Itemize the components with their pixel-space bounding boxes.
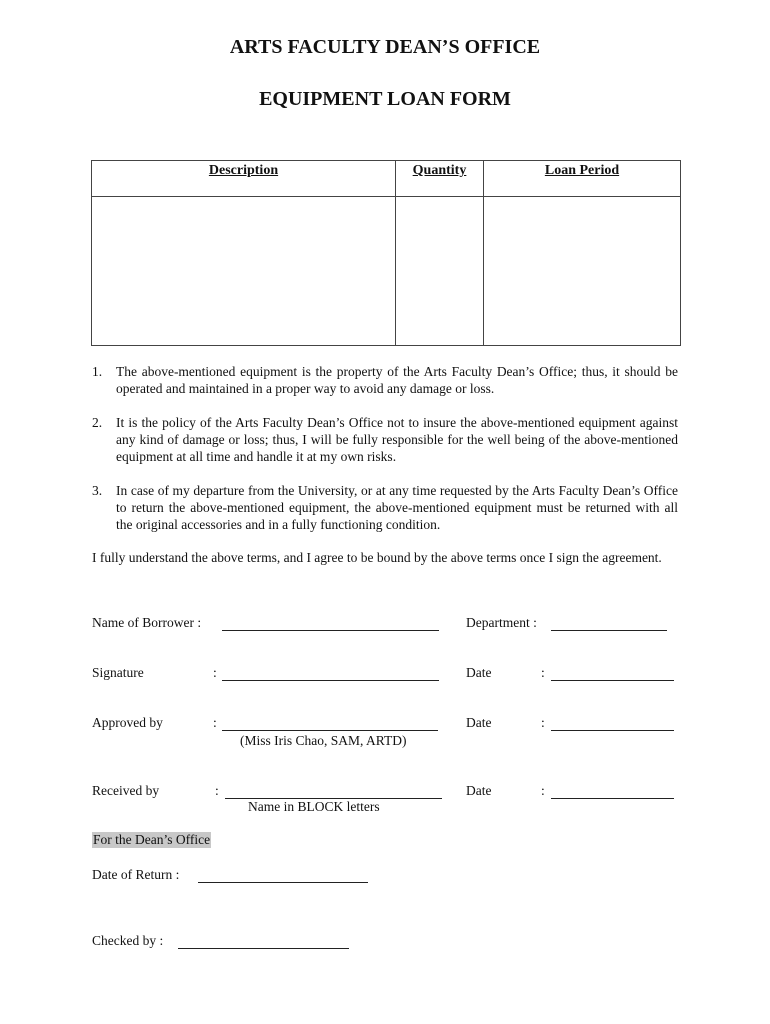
borrower-label: Name of Borrower : xyxy=(92,615,202,630)
received-label: Received by xyxy=(92,783,160,798)
column-header-description: Description xyxy=(92,161,396,197)
department-label: Department : xyxy=(466,615,537,630)
received-by-note: Name in BLOCK letters xyxy=(248,799,380,814)
approved-by-note: (Miss Iris Chao, SAM, ARTD) xyxy=(240,733,407,748)
received-date-field[interactable] xyxy=(551,782,674,799)
date-colon: : xyxy=(541,665,545,680)
checked-by-label: Checked by : xyxy=(92,933,164,948)
return-date-field[interactable] xyxy=(198,866,368,883)
office-title: ARTS FACULTY DEAN’S OFFICE xyxy=(229,36,541,58)
signature-date-field[interactable] xyxy=(551,664,674,681)
received-colon: : xyxy=(215,783,219,798)
checked-by-field[interactable] xyxy=(178,932,349,949)
form-title: EQUIPMENT LOAN FORM xyxy=(259,88,511,110)
approved-label: Approved by xyxy=(92,715,163,730)
borrower-name-field[interactable] xyxy=(222,614,439,631)
term-1 xyxy=(92,363,678,399)
term-number: 3. xyxy=(92,483,103,498)
agreement-statement: I fully understand the above terms, and I agree to be bound by the above terms once I sign the agreement. xyxy=(92,550,662,565)
term-number: 1. xyxy=(92,364,103,379)
signature-colon: : xyxy=(213,665,217,680)
equipment-table xyxy=(91,160,681,346)
loan-period-cell[interactable] xyxy=(484,197,681,346)
signature-field[interactable] xyxy=(222,664,439,681)
date-label: Date xyxy=(466,783,492,798)
term-text: In case of my departure from the University, or at any time requested by the Arts Faculty Dean’s Office to return the above-mentioned equipment, the above-mentioned equipment must be returned with all the original accessories and in a fully functioning condition. xyxy=(116,483,678,532)
approved-date-field[interactable] xyxy=(551,714,674,731)
date-colon: : xyxy=(541,783,545,798)
term-2 xyxy=(92,414,678,466)
approved-colon: : xyxy=(213,715,217,730)
return-date-label: Date of Return : xyxy=(92,867,180,882)
description-cell[interactable] xyxy=(92,197,396,346)
column-header-loan-period: Loan Period xyxy=(484,161,681,197)
date-label: Date xyxy=(466,715,492,730)
approved-by-field[interactable] xyxy=(222,714,438,731)
term-3 xyxy=(92,482,678,534)
quantity-cell[interactable] xyxy=(396,197,484,346)
column-header-quantity: Quantity xyxy=(396,161,484,197)
office-use-heading: For the Dean’s Office xyxy=(93,832,211,847)
term-text: The above-mentioned equipment is the property of the Arts Faculty Dean’s Office; thus, it should be operated and maintained in a proper way to avoid any damage or loss. xyxy=(116,364,678,396)
department-field[interactable] xyxy=(551,614,667,631)
table-entry-row xyxy=(92,197,681,346)
table-header-row xyxy=(92,161,681,197)
signature-label: Signature xyxy=(92,665,144,680)
date-label: Date xyxy=(466,665,492,680)
term-text: It is the policy of the Arts Faculty Dean’s Office not to insure the above-mentioned equipment against any kind of damage or loss; thus, I will be fully responsible for the well being of the above-mentioned equipment at all time and handle it at my own risks. xyxy=(116,415,678,464)
term-number: 2. xyxy=(92,415,103,430)
date-colon: : xyxy=(541,715,545,730)
received-by-field[interactable] xyxy=(225,782,442,799)
